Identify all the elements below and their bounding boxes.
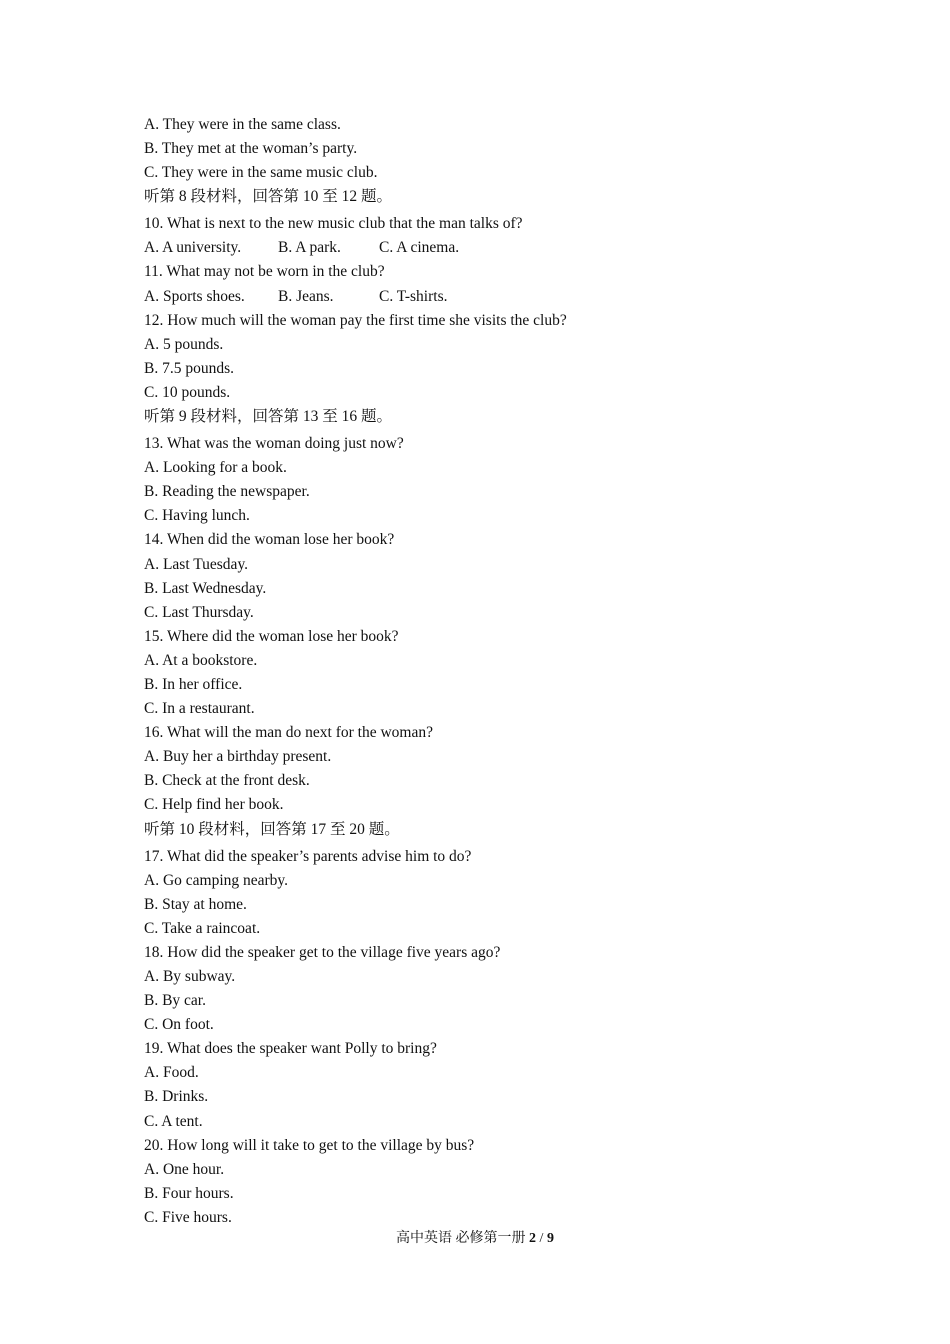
option-line: B. Four hours. [144,1184,234,1202]
page-current: 2 [529,1231,537,1246]
option-item: B. Jeans. [278,287,334,305]
option-line: A. Food. [144,1064,199,1082]
option-line: C. They were in the same music club. [144,164,378,182]
option-item: B. A park. [278,239,341,257]
page-footer [0,1227,950,1251]
question-text: 11. What may not be worn in the club? [144,263,385,281]
option-line: C. Help find her book. [144,796,284,814]
option-line: C. Last Thursday. [144,603,254,621]
option-line: C. A tent. [144,1112,203,1130]
option-item: C. A cinema. [379,239,460,257]
option-line: B. Check at the front desk. [144,772,310,790]
option-line: C. Five hours. [144,1208,232,1226]
question-text: 18. How did the speaker get to the village five years ago? [144,943,501,961]
option-line: B. By car. [144,992,206,1010]
option-line: A. Last Tuesday. [144,555,249,573]
question-text: 19. What does the speaker want Polly to bring? [144,1040,437,1058]
option-line: A. Looking for a book. [144,459,287,477]
option-line: C. Take a raincoat. [144,919,261,937]
question-text: 13. What was the woman doing just now? [144,435,404,453]
page-total: 9 [546,1231,554,1246]
option-line: B. Drinks. [144,1088,209,1106]
option-line: C. 10 pounds. [144,383,231,401]
section-heading: 听第 10 段材料，回答第 17 至 20 题。 [144,820,400,838]
question-text: 17. What did the speaker’s parents advise him to do? [144,847,472,865]
question-text: 12. How much will the woman pay the first time she visits the club? [144,311,567,329]
option-line: B. In her office. [144,675,243,693]
option-item: A. Sports shoes. [144,287,245,305]
option-line: A. 5 pounds. [144,335,224,353]
option-line: A. Go camping nearby. [144,871,289,889]
options-row [144,236,844,260]
option-line: A. One hour. [144,1160,225,1178]
question-list [144,113,844,1230]
option-line: C. In a restaurant. [144,700,255,718]
question-text: 16. What will the man do next for the woman? [144,724,433,742]
question-text: 10. What is next to the new music club that the man talks of? [144,215,523,233]
option-line: A. They were in the same class. [144,116,341,133]
question-text: 20. How long will it take to get to the village by bus? [144,1136,475,1154]
page-separator: / [539,1231,544,1246]
option-line: B. 7.5 pounds. [144,359,234,377]
section-heading: 听第 9 段材料，回答第 13 至 16 题。 [144,408,393,426]
question-text: 14. When did the woman lose her book? [144,531,395,549]
option-line: A. At a bookstore. [144,651,258,669]
option-line: A. By subway. [144,968,236,985]
option-item: A. A university. [144,239,242,257]
option-line: B. They met at the woman’s party. [144,140,358,158]
footer-title: 高中英语 必修第一册 [396,1231,526,1246]
option-line: A. Buy her a birthday present. [144,748,332,766]
option-line: C. On foot. [144,1016,214,1034]
option-item: C. T-shirts. [379,287,448,305]
section-heading: 听第 8 段材料，回答第 10 至 12 题。 [144,188,393,206]
option-line: C. Having lunch. [144,507,250,525]
option-line: B. Stay at home. [144,895,247,913]
option-line: B. Reading the newspaper. [144,483,310,501]
options-row [144,285,844,309]
question-text: 15. Where did the woman lose her book? [144,627,399,645]
option-line: B. Last Wednesday. [144,579,267,597]
